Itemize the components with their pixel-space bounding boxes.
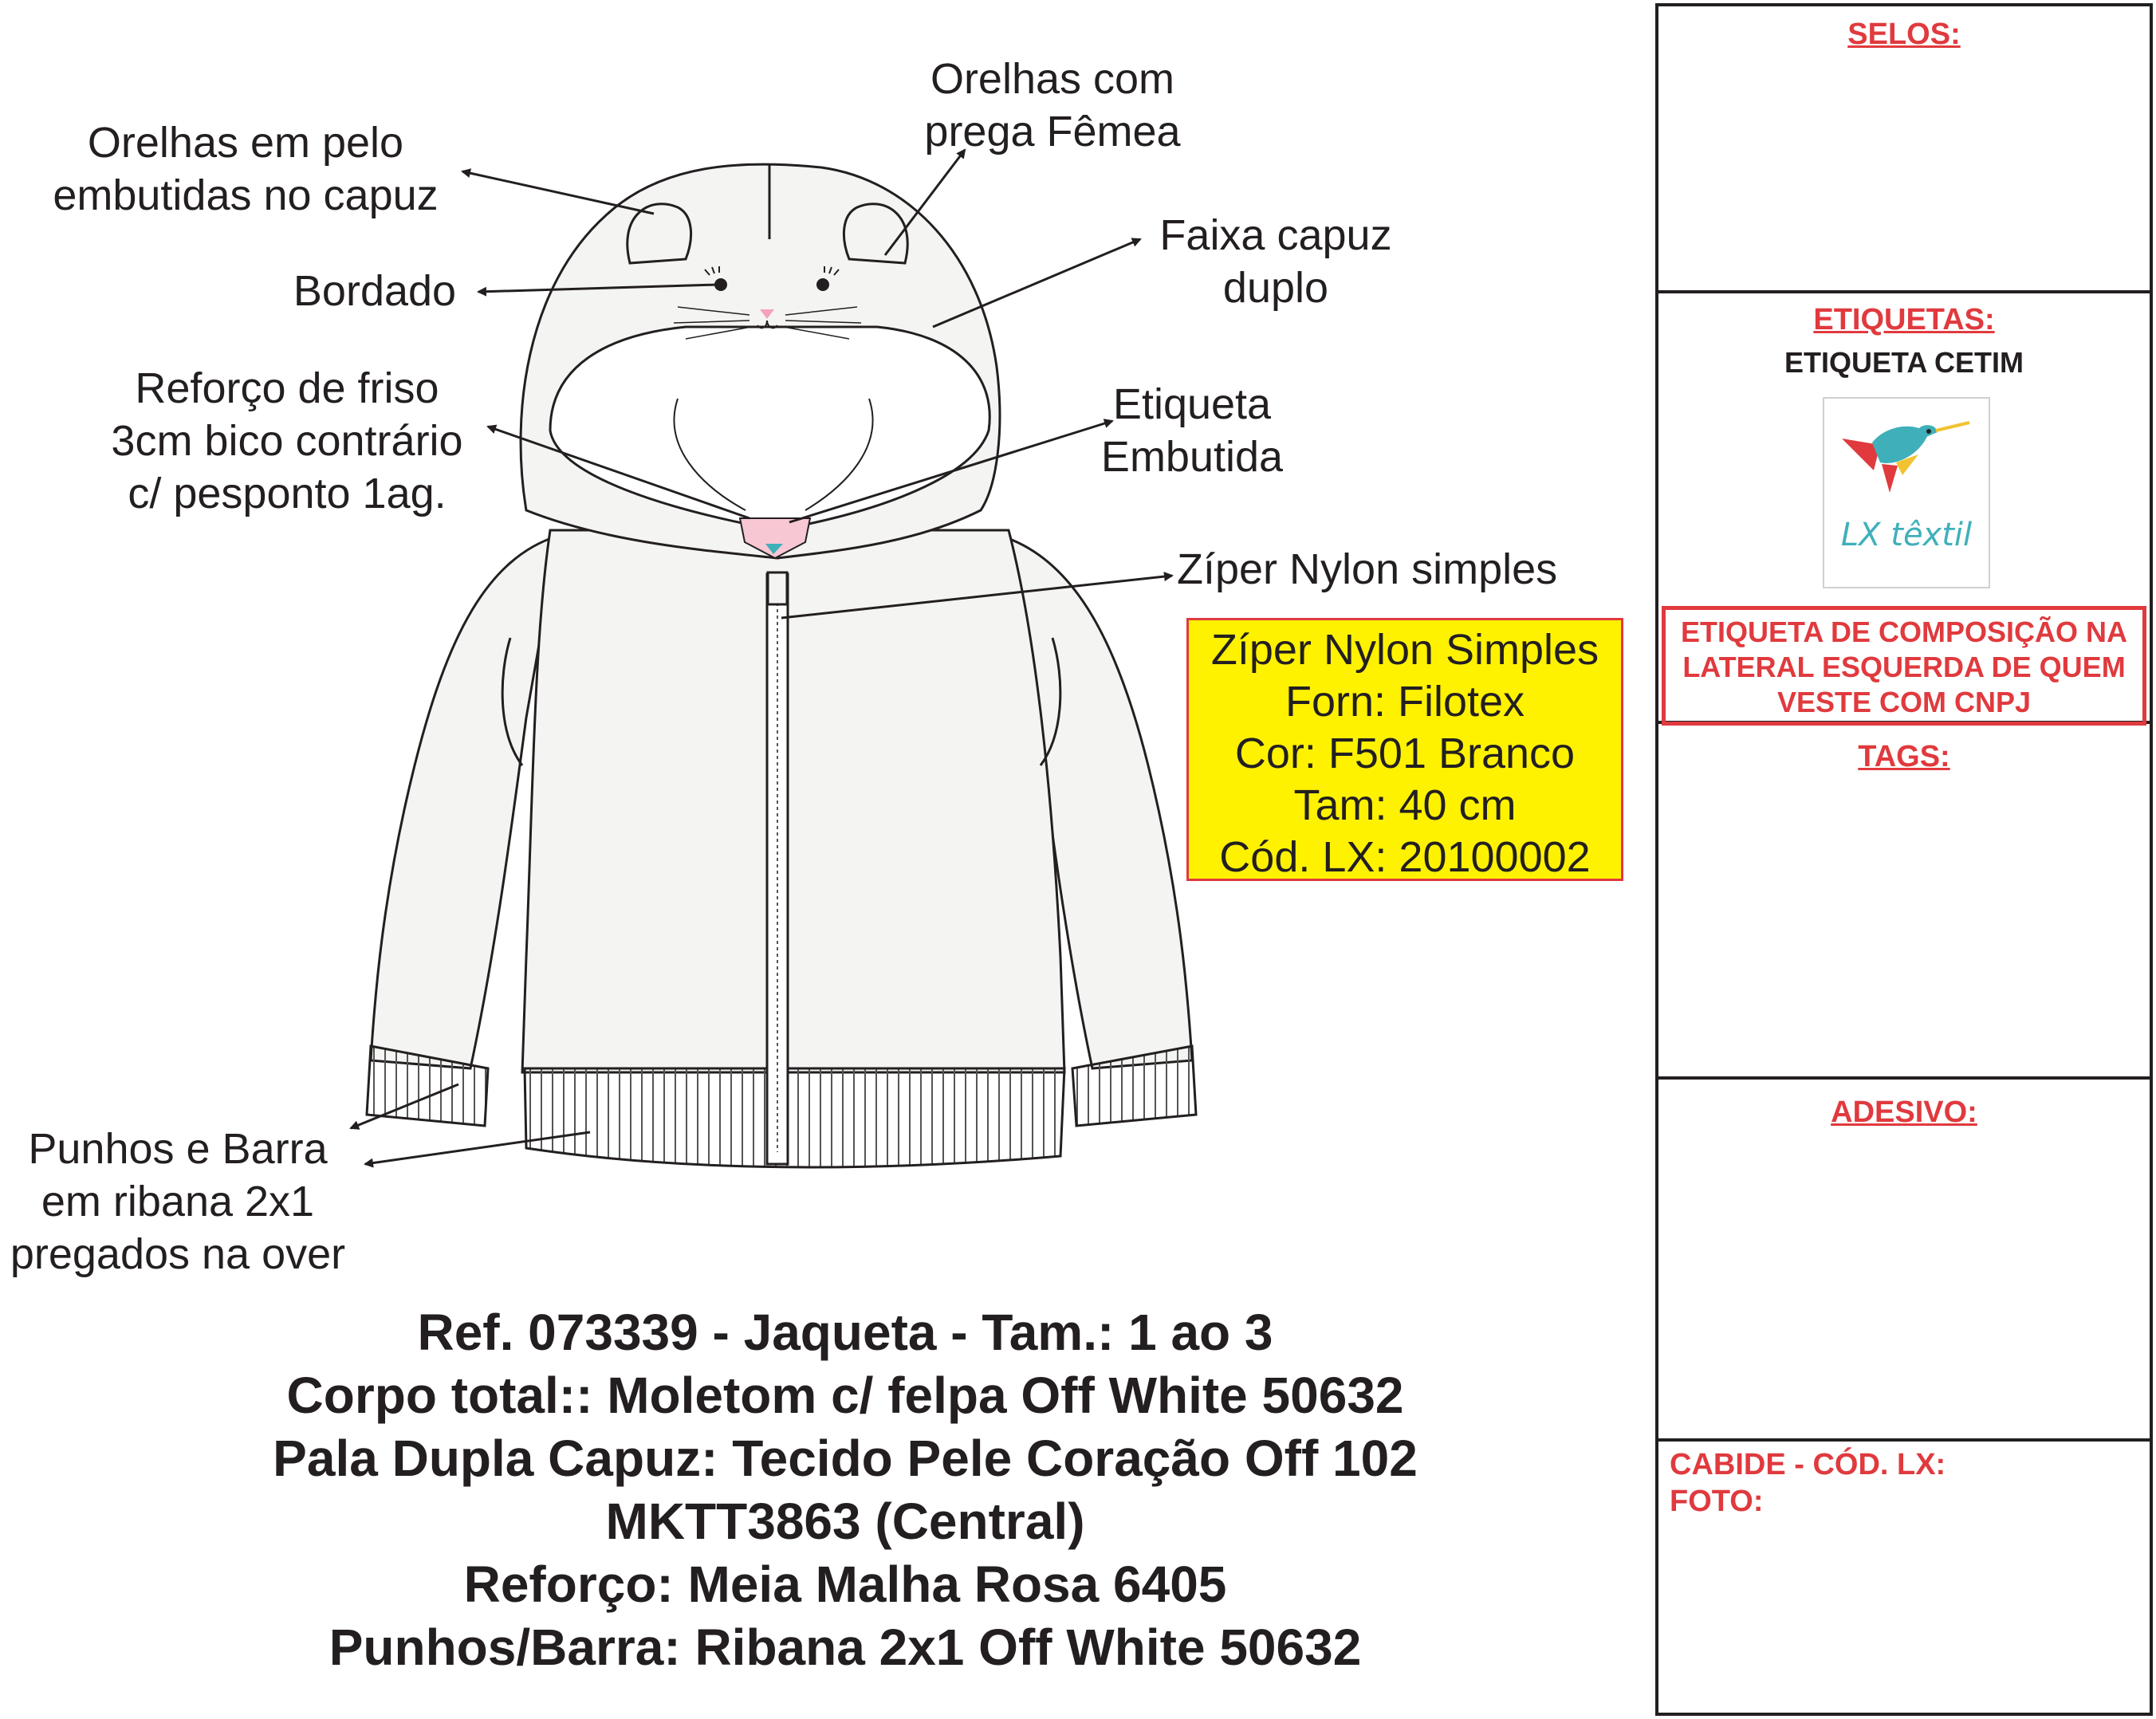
spec-line: Reforço: Meia Malha Rosa 6405 <box>463 1556 1227 1613</box>
callout-ziper: Zíper Nylon simples <box>1177 545 1558 593</box>
hummingbird-icon <box>1824 399 1989 510</box>
lx-textil-logo <box>1823 397 1990 588</box>
product-spec <box>144 1301 1547 1679</box>
etiqueta-cetim: ETIQUETA CETIM <box>1784 346 2024 379</box>
section-selos <box>1658 6 2150 293</box>
composicao-label-box: ETIQUETA DE COMPOSIÇÃO NA LATERAL ESQUERDA DE QUEM VESTE COM CNPJ <box>1662 606 2146 726</box>
spec-line: Ref. 073339 - Jaqueta - Tam.: 1 ao 3 <box>417 1304 1273 1361</box>
adesivo-title: ADESIVO: <box>1831 1096 1977 1129</box>
section-tags <box>1658 724 2150 1080</box>
callout-faixa-capuz: Faixa capuz duplo <box>1159 211 1392 312</box>
spec-line: Punhos/Barra: Ribana 2x1 Off White 50632 <box>329 1619 1362 1676</box>
zipper-spec-box: Zíper Nylon Simples Forn: Filotex Cor: F501 Branco Tam: 40 cm Cód. LX: 20100002 <box>1186 618 1623 881</box>
etiquetas-title: ETIQUETAS: <box>1813 303 1995 336</box>
section-etiquetas <box>1658 293 2150 724</box>
cabide-foto: CABIDE - CÓD. LX: FOTO: <box>1670 1448 1946 1518</box>
info-panel <box>1655 3 2153 1716</box>
jacket-body <box>522 530 1064 1072</box>
callout-etiqueta-embutida: Etiqueta Embutida <box>1100 380 1284 481</box>
callout-orelhas-prega: Orelhas com prega Fêmea <box>924 55 1181 155</box>
right-eye <box>816 278 829 291</box>
spec-line: Corpo total:: Moletom c/ felpa Off White 50632 <box>286 1367 1404 1424</box>
callout-bordado: Bordado <box>293 267 457 315</box>
callout-orelhas-pelo: Orelhas em pelo embutidas no capuz <box>53 119 439 219</box>
callout-reforco: Reforço de friso 3cm bico contrário c/ pesponto 1ag. <box>111 364 463 517</box>
section-adesivo <box>1658 1080 2150 1442</box>
tags-title: TAGS: <box>1858 740 1950 773</box>
selos-title: SELOS: <box>1847 18 1961 51</box>
logo-text: LX têxtil <box>1840 517 1973 553</box>
spec-line: Pala Dupla Capuz: Tecido Pele Coração Off 102 <box>273 1430 1418 1487</box>
hem-band <box>525 1068 1064 1167</box>
callout-punhos: Punhos e Barra em ribana 2x1 pregados na over <box>10 1125 346 1278</box>
spec-line: MKTT3863 (Central) <box>605 1493 1085 1550</box>
